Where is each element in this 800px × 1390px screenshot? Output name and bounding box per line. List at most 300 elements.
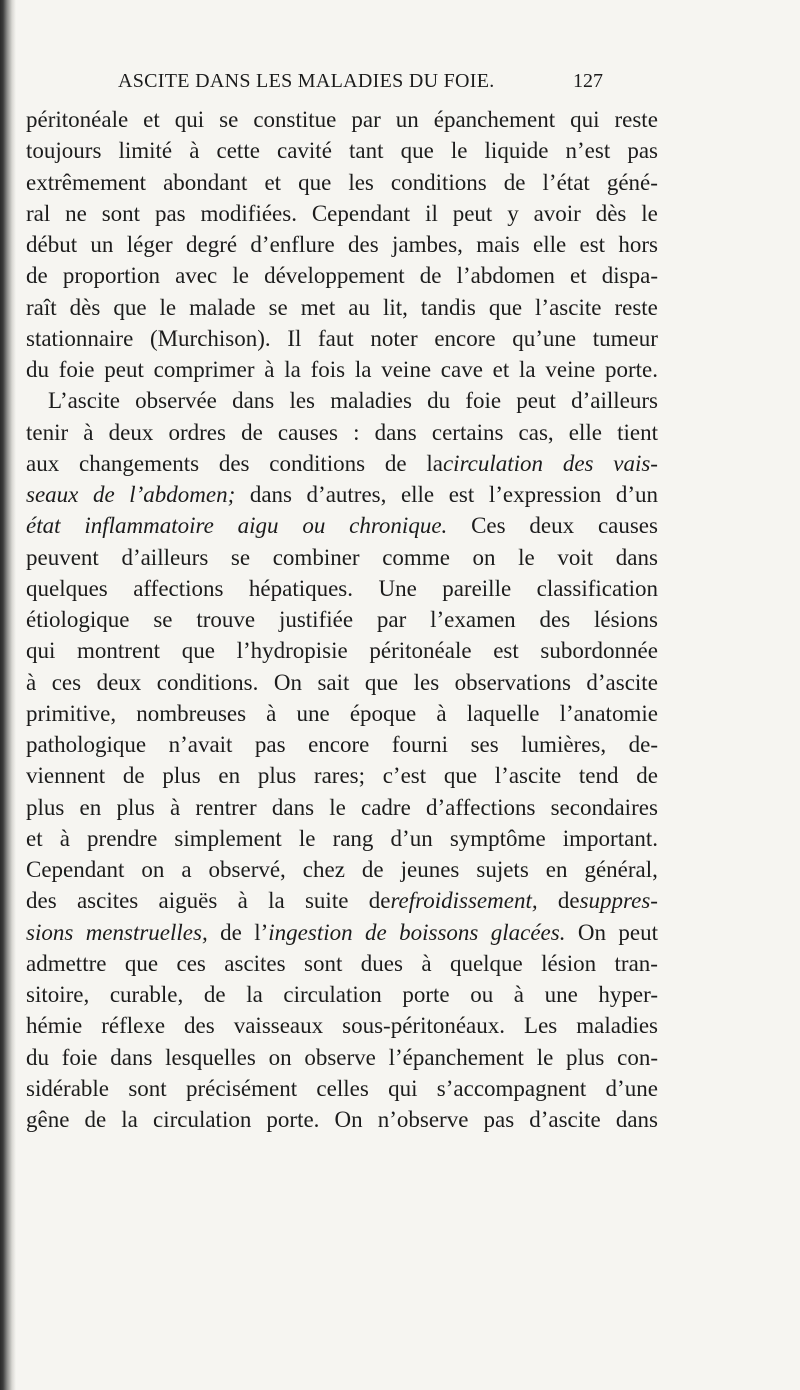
text-line [26,542,658,573]
word: s’accompagnent [436,1075,587,1101]
word: un [395,107,419,132]
word: noter [370,325,418,351]
word: peut [516,388,556,414]
word: conditions [390,169,487,195]
word: cadre [361,794,411,820]
word: Cependant [311,200,411,226]
word: de [241,419,263,445]
word: l’ascite [535,294,602,320]
word: lésions [594,607,658,632]
word: chronique. [349,513,448,539]
word: d’une [605,1075,658,1101]
word: limité [118,138,173,164]
word: hémie [26,1013,83,1039]
word: veine [545,357,596,382]
word: l’ingestion [254,919,353,945]
word: montrent [77,638,161,664]
word: ascites [76,888,139,914]
word: porte [402,982,450,1007]
word: d’un [390,825,433,851]
word: cavité [277,138,332,164]
text-line [26,167,658,198]
word: des [184,1013,215,1039]
word: géné- [606,169,658,195]
word: de [220,919,242,945]
word: dans [110,1044,153,1070]
word: vais- [613,450,658,476]
word: l’état [542,169,590,195]
word: il [425,200,438,226]
word: de [84,1107,107,1132]
word: du [427,388,451,414]
word: plus [162,763,201,789]
word: la [268,888,285,914]
word: On [273,669,302,695]
word: les [289,388,316,414]
word: jeunes [400,857,460,882]
word: les [348,169,374,195]
word: ses [470,732,499,757]
text-line [26,635,658,666]
word: sont [128,1075,167,1101]
word: conditions [269,450,366,476]
word: l’abdomen; [129,482,236,507]
word: met [300,294,336,320]
word: ces [51,669,82,695]
word: encore [434,325,496,351]
word: c’est [382,763,427,789]
word: en [218,763,241,789]
word: des [562,450,594,476]
word: plus [26,794,65,820]
word: porte. [604,357,658,382]
word: de [636,763,658,789]
word: la [519,357,536,382]
word: lumières, [521,732,607,757]
word: précisément [185,1075,298,1101]
word: des [26,888,57,914]
word: observée [135,388,217,414]
word: certains [431,419,504,445]
text-line [26,1042,658,1073]
word: ces [176,950,206,976]
text-line [26,354,658,385]
word: de [365,919,387,945]
word: observé, [208,857,286,882]
word: ascites [224,950,286,976]
word: dues [360,950,403,976]
word: ou [470,982,494,1007]
word: elle [568,419,602,445]
word: la [284,357,301,382]
word: dans [249,482,292,507]
word: plus [257,763,297,789]
word: lésion [541,950,597,976]
text-line [26,948,658,979]
word: foie [58,357,95,382]
word: de- [628,732,658,757]
word: Une [378,575,417,601]
word: sait [317,669,350,695]
text-line [26,292,658,323]
word: en [79,794,102,820]
word: à [59,825,70,851]
word: par [376,607,407,632]
word: inflammatoire [84,513,214,539]
word: général, [584,857,658,882]
word: nombreuses [136,700,247,726]
word: que [488,294,523,320]
text-line [26,729,658,760]
text-line [26,1073,658,1104]
word: n’avait [168,732,233,757]
word: a [181,857,192,882]
word: simplement [174,825,282,851]
word: tenir [26,419,69,445]
word: d’ailleurs [121,544,209,570]
word: observe [304,1044,376,1070]
word: époque [349,700,417,726]
word: tran- [614,950,658,976]
word: lacirculation [426,450,544,476]
word: mais [476,232,520,257]
word: ne [65,200,87,226]
text-line [26,792,658,823]
text-line [26,885,658,916]
word: n’observe [377,1107,469,1132]
word: secondaires [550,794,658,820]
word: de [419,263,442,289]
word: comprimer [153,357,255,382]
word: classification [536,575,658,601]
word: d’un [615,482,658,507]
word: au [348,294,370,320]
word: comme [382,544,450,570]
word: tandis [420,294,476,320]
word: un [90,232,114,257]
word: tend [578,763,619,789]
word: cas, [518,419,554,445]
word: On [577,919,606,945]
word: une [296,700,330,726]
word: est [448,482,475,507]
word: à [169,794,181,820]
word: maladies [576,1013,658,1039]
word: du [26,1044,49,1070]
word: début [26,232,78,257]
word: maladies [330,388,412,414]
word: d’ascite [529,1107,601,1132]
word: dispa- [601,263,658,289]
word: elle [532,232,567,257]
word: avoir [533,200,581,226]
word: et [570,263,587,289]
word: circulation [283,982,382,1007]
word: l’expression [488,482,602,507]
word: justifiée [278,607,354,632]
word: à [189,138,200,164]
word: la [246,982,263,1007]
book-binding-edge [0,0,16,1390]
word: et [143,107,160,132]
word: état [26,513,61,539]
word: ou [302,513,326,539]
word: que [298,169,332,195]
text-line [26,479,658,510]
word: péritonéale [26,107,129,132]
word: toujours [26,138,102,164]
word: observations [454,669,571,695]
word: à [83,419,94,445]
text-line [26,385,658,416]
word: pas [254,732,286,757]
word: des [218,450,250,476]
word: aigu [237,513,279,539]
word: se [219,107,239,132]
word: est [493,638,519,664]
word: changements [78,450,200,476]
word: chez [302,857,345,882]
text-line [26,979,658,1010]
word: le [450,138,468,164]
word: le [641,200,658,226]
text-line [26,198,658,229]
word: foie [61,1044,98,1070]
word: pas [627,138,658,164]
word: causes [277,419,338,445]
word: L’ascite [48,388,120,414]
word: pathologique [26,732,147,757]
word: rares; [313,763,365,789]
word: deux [96,669,142,695]
word: modifiées. [200,200,297,226]
word: d’ascite [586,669,658,695]
word: Il [287,325,302,351]
word: de [203,982,226,1007]
word: hors [618,232,658,257]
word: trouve [196,607,256,632]
word: de [26,263,48,289]
text-line [26,104,658,135]
word: cave [440,357,483,382]
word: on [141,857,165,882]
word: admettre [26,950,107,976]
word: symptôme [449,825,546,851]
word: extrêmement [26,169,147,195]
word: affections [133,575,224,601]
word: constitue [253,107,337,132]
word: de [361,857,384,882]
text-line [26,917,658,948]
word: boissons [399,919,479,945]
word: la [354,357,372,382]
word: glacées. [490,919,566,945]
word: que [400,138,434,164]
word: des [539,607,571,632]
word: le [329,794,346,820]
word: vaisseaux [233,1013,324,1039]
word: pas [483,1107,515,1132]
body-text [26,104,658,1135]
word: (Murchison). [149,325,271,351]
word: avec [175,263,218,289]
word: peut [452,200,493,226]
word: Cependant [26,857,125,882]
word: à [264,357,275,382]
word: le [298,825,316,851]
word: subordonnée [540,638,658,664]
text-line [26,823,658,854]
word: qui [174,107,205,132]
word: l’hydropisie [236,638,348,664]
word: reste [614,107,658,132]
word: : [353,419,360,445]
word: dans [615,544,658,570]
word: qu’une [512,325,577,351]
word: primitive, [26,700,117,726]
word: celles [316,1075,369,1101]
word: la [121,1107,138,1132]
word: qui [26,638,56,664]
text-line [26,1104,658,1135]
word: tient [617,419,658,445]
word: foie [465,388,502,414]
word: de [122,763,145,789]
word: d’autres, [306,482,387,507]
word: circulation [152,1107,252,1132]
word: viennent [26,763,106,789]
word: encore [308,732,370,757]
word: d’affections [426,794,536,820]
word: de [92,482,115,507]
word: abondant [163,169,248,195]
word: ordres [168,419,226,445]
word: l’ascite [494,763,562,789]
word: peut [618,919,658,945]
word: développement [264,263,405,289]
word: aiguës [158,888,218,914]
word: une [544,982,578,1007]
word: hyper- [598,982,658,1007]
word: peuvent [26,544,99,570]
word: dès [595,200,627,226]
word: que [124,950,159,976]
word: du [26,357,49,382]
word: fois [310,357,346,382]
text-line [26,573,658,604]
word: le [536,1044,554,1070]
word: deux [108,419,154,445]
word: seaux [26,482,79,507]
word: derefroidissement, [368,888,538,914]
word: les [413,669,440,695]
word: étiologique [26,607,130,632]
word: dès [69,294,101,320]
text-line [26,854,658,885]
text-line [26,448,658,479]
word: que [181,638,215,664]
word: plus [116,794,155,820]
word: reste [614,294,658,320]
word: causes [597,513,658,539]
word: curable, [109,982,184,1007]
word: l’anatomie [559,700,658,726]
text-line [26,229,658,260]
word: d’ailleurs [571,388,658,414]
word: que [113,294,147,320]
word: qui [388,1075,418,1101]
word: liquide [484,138,549,164]
word: d’enflure [250,232,335,257]
word: proportion [62,263,160,289]
page-header [118,70,603,100]
word: épanchement [433,107,556,132]
word: est [579,232,606,257]
word: à [421,950,432,976]
word: et [492,357,510,382]
word: l’épanchement [388,1044,524,1070]
word: des [348,232,379,257]
word: plus [566,1044,605,1070]
word: qui [570,107,600,132]
word: de [503,169,526,195]
word: y [507,200,519,226]
word: tant [348,138,384,164]
word: dans [271,794,315,820]
word: combiner [272,544,360,570]
word: se [268,294,288,320]
word: dans [232,388,275,414]
word: porte. [266,1107,320,1132]
word: important. [562,825,658,851]
word: degré [186,232,238,257]
word: par [351,107,381,132]
word: sujets [476,857,529,882]
word: l’abdomen [456,263,555,289]
text-line [26,260,658,291]
text-line [26,698,658,729]
word: pas [154,200,186,226]
word: sitoire, [26,982,90,1007]
word: gêne [26,1107,70,1132]
text-line [26,135,658,166]
text-line [26,417,658,448]
word: n’est [565,138,611,164]
word: on [472,544,496,570]
word: quelques [26,575,108,601]
word: jambes, [392,232,463,257]
word: à [237,888,248,914]
word: dans [374,419,417,445]
word: tumeur [592,325,658,351]
word: réflexe [101,1013,166,1039]
text-line [26,760,658,791]
word: rang [332,825,374,851]
text-line [26,604,658,635]
word: Les [524,1013,558,1039]
word: pareille [442,575,512,601]
word: faut [318,325,354,351]
word: à [266,700,277,726]
word: lit, [382,294,408,320]
word: le [159,294,177,320]
text-line [26,667,658,698]
word: veine [381,357,432,382]
word: quelque [449,950,523,976]
word: On [334,1107,363,1132]
word: sont [304,950,343,976]
word: sions [26,919,74,945]
